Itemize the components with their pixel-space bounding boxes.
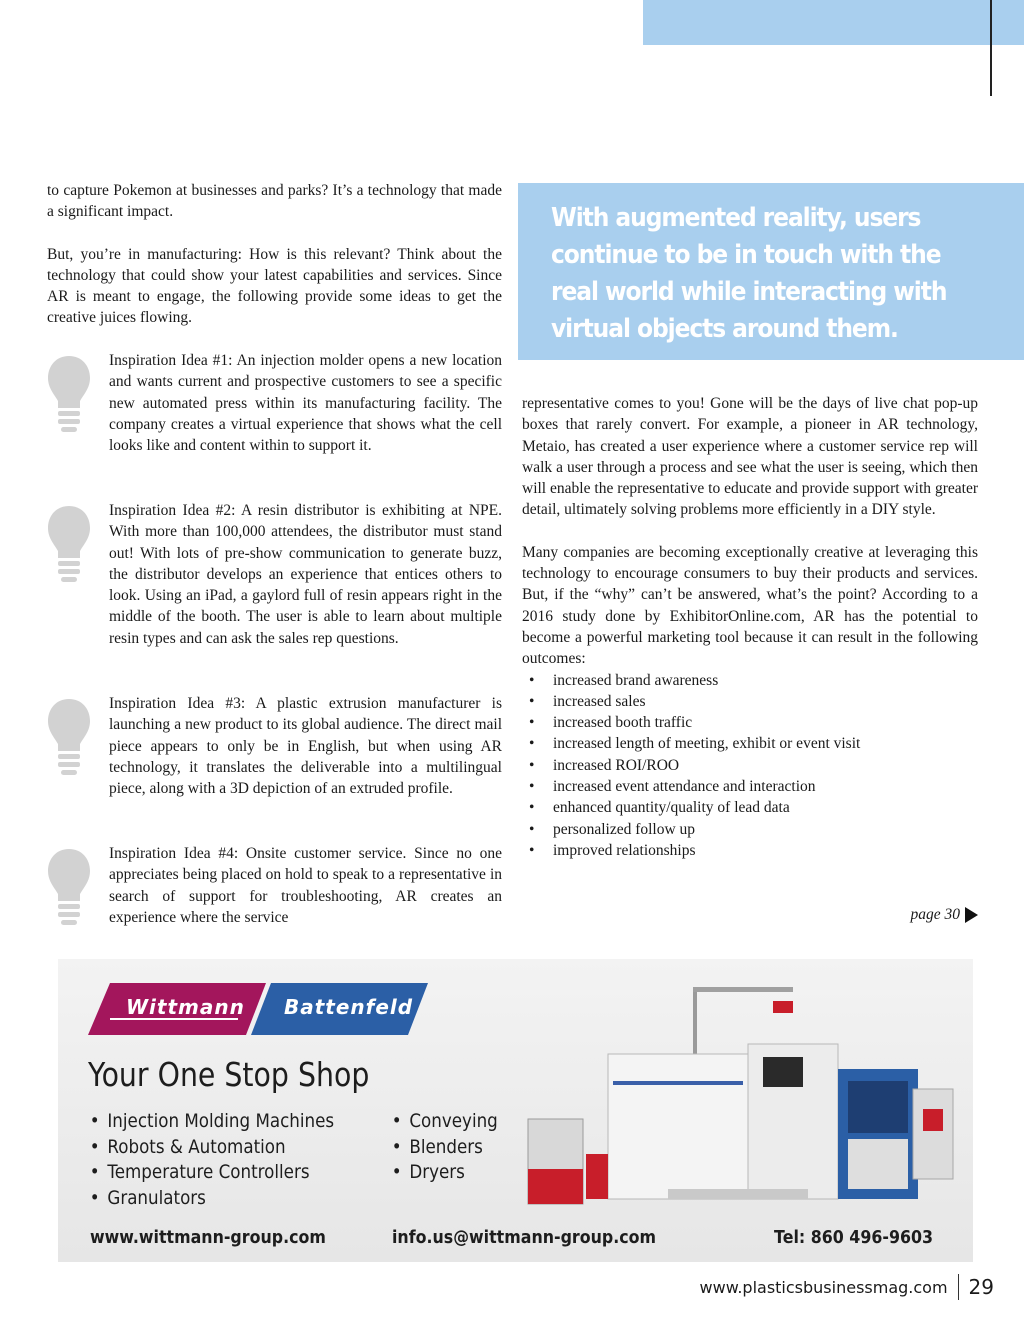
ad-website[interactable]: www.wittmann-group.com — [90, 1227, 326, 1248]
list-item: • increased sales — [522, 691, 978, 712]
list-item: • personalized follow up — [522, 819, 978, 840]
brand-logo — [88, 983, 428, 1035]
idea-text: Inspiration Idea #1: An injection molder opens a new location and wants current and prospective customers to see a specific new automated press within its manufacturing facility. The company creates a virtual experience that shows what the cell looks like and content within to support it. — [109, 352, 502, 455]
advertisement[interactable] — [58, 959, 973, 1262]
list-item: • increased event attendance and interaction — [522, 776, 978, 797]
machinery-image — [518, 969, 973, 1219]
list-item: • increased booth traffic — [522, 712, 978, 733]
product-item: • Robots & Automation — [88, 1135, 334, 1161]
ad-phone: Tel: 860 496-9603 — [774, 1227, 934, 1248]
product-item: • Blenders — [390, 1135, 498, 1161]
lightbulb-icon — [47, 693, 91, 781]
ad-headline: Your One Stop Shop — [88, 1055, 370, 1094]
list-item: • increased length of meeting, exhibit or event visit — [522, 733, 978, 754]
list-item: • increased ROI/ROO — [522, 755, 978, 776]
logo-battenfeld: Battenfeld — [284, 995, 414, 1019]
paragraph: to capture Pokemon at businesses and parks? It’s a technology that made a significant impact. — [47, 182, 502, 221]
inspiration-idea-1 — [47, 350, 502, 456]
top-vertical-rule — [990, 0, 992, 96]
lightbulb-icon — [47, 500, 91, 588]
right-column — [522, 393, 978, 861]
ad-email[interactable]: info.us@wittmann-group.com — [392, 1227, 657, 1248]
idea-text: Inspiration Idea #4: Onsite customer service. Since no one appreciates being placed on hold to speak to a representative in search of support for troubleshooting, AR creates an experience where the service — [109, 845, 502, 926]
right-arrow-icon — [965, 907, 978, 923]
product-item: • Temperature Controllers — [88, 1160, 334, 1186]
lightbulb-icon — [47, 843, 91, 931]
list-item: • increased brand awareness — [522, 670, 978, 691]
continued-label: page 30 — [910, 906, 960, 923]
lightbulb-icon — [47, 350, 91, 438]
outcomes-list — [522, 670, 978, 862]
product-item: • Dryers — [390, 1160, 498, 1186]
paragraph: representative comes to you! Gone will be the days of live chat pop-up boxes that rarely convert. For example, a pioneer in AR technology, Metaio, has created a user experience where a customer service rep will walk a user through a process and see what the user is seeing, which then will enable the representative to educate and provide support with greater detail, ultimately solving problems more efficiently in a DIY style. — [522, 395, 978, 519]
list-item: • improved relationships — [522, 840, 978, 861]
footer-website[interactable]: www.plasticsbusinessmag.com — [699, 1277, 948, 1297]
inspiration-idea-2 — [47, 500, 502, 649]
page-number: 29 — [968, 1275, 994, 1299]
product-list-right — [390, 1109, 498, 1186]
product-item: • Conveying — [390, 1109, 498, 1135]
logo-wittmann: Wittmann — [126, 995, 245, 1019]
inspiration-idea-3 — [47, 693, 502, 799]
product-item: • Granulators — [88, 1186, 334, 1212]
inspiration-idea-4 — [47, 843, 502, 928]
product-list-left — [88, 1109, 334, 1211]
left-column-intro — [47, 180, 502, 350]
pull-quote-text: With augmented reality, users continue to be in touch with the real world while interacting with virtual objects around them. — [551, 203, 947, 344]
paragraph: Many companies are becoming exceptionally creative at leveraging this technology to encourage consumers to buy their products and services. But, if the “why” can’t be answered, what’s the point? According to a 2016 study done by ExhibitorOnline.com, AR has the potential to become a powerful marketing tool because it can result in the following outcomes: — [522, 543, 978, 668]
pull-quote-box — [518, 183, 1024, 360]
top-accent-tab — [643, 0, 1024, 45]
continued-link[interactable] — [910, 906, 978, 924]
paragraph: But, you’re in manufacturing: How is this relevant? Think about the technology that could show your latest capabilities and services. Since AR is meant to engage, the following provide some ideas to get the creative juices flowing. — [47, 245, 502, 327]
page-footer — [700, 1274, 994, 1300]
idea-text: Inspiration Idea #2: A resin distributor is exhibiting at NPE. With more than 100,000 attendees, the distributor must stand out! With lots of pre-show communication to generate buzz, the distributor develops an experience that entices others to look. Using an iPad, a gaylord full of resin appears right in the middle of the booth. The user is able to learn about multiple resin types and can ask the sales rep questions. — [109, 502, 502, 647]
footer-divider — [958, 1274, 959, 1300]
list-item: • enhanced quantity/quality of lead data — [522, 797, 978, 818]
product-item: • Injection Molding Machines — [88, 1109, 334, 1135]
idea-text: Inspiration Idea #3: A plastic extrusion manufacturer is launching a new product to its global audience. The direct mail piece appears to only be in English, but when using AR technology, it translates the deliverable into a multilingual piece, along with a 3D depiction of an extruded profile. — [109, 695, 502, 798]
